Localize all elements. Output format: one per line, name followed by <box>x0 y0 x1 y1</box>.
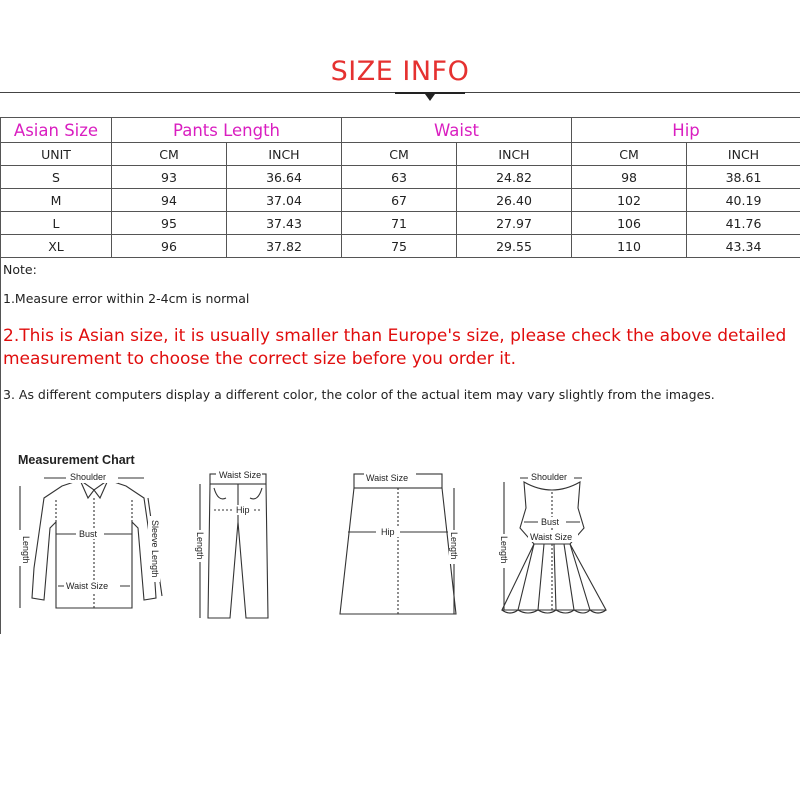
unit-cell: INCH <box>457 143 572 166</box>
table-row <box>1 189 800 212</box>
skirt-waist-label: Waist Size <box>366 473 409 483</box>
table-cell: 43.34 <box>687 235 800 258</box>
unit-cell: CM <box>112 143 227 166</box>
shirt-sleeve-label: Sleeve Length <box>150 520 160 578</box>
dress-bust-label: Bust <box>541 517 560 527</box>
table-cell: 75 <box>342 235 457 258</box>
note-heading: Note: <box>3 262 37 277</box>
dress-length-label: Length <box>499 536 509 564</box>
table-cell: 37.43 <box>227 212 342 235</box>
down-arrow-icon <box>425 94 435 101</box>
shirt-bust-label: Bust <box>79 529 98 539</box>
table-cell: 40.19 <box>687 189 800 212</box>
table-cell: 93 <box>112 166 227 189</box>
pants-waist-label: Waist Size <box>219 470 262 480</box>
table-cell: 38.61 <box>687 166 800 189</box>
table-cell: 36.64 <box>227 166 342 189</box>
table-unit-row <box>1 143 800 166</box>
table-cell: 37.04 <box>227 189 342 212</box>
dress-shoulder-label: Shoulder <box>531 472 568 482</box>
skirt-length-label: Length <box>449 532 459 560</box>
table-cell: 95 <box>112 212 227 235</box>
table-cell: 71 <box>342 212 457 235</box>
note-2-warning: 2.This is Asian size, it is usually smaller than Europe's size, please check the above detailed measurement to choose the correct size before you order it. <box>3 326 787 369</box>
unit-cell: CM <box>342 143 457 166</box>
size-cell: M <box>1 189 112 212</box>
page-title: SIZE INFO <box>330 56 470 87</box>
size-cell: L <box>1 212 112 235</box>
table-cell: 37.82 <box>227 235 342 258</box>
size-table <box>0 117 800 258</box>
table-cell: 29.55 <box>457 235 572 258</box>
size-cell: S <box>1 166 112 189</box>
table-cell: 102 <box>572 189 687 212</box>
dress-waist-label: Waist Size <box>530 532 573 542</box>
table-cell: 26.40 <box>457 189 572 212</box>
unit-cell: CM <box>572 143 687 166</box>
table-cell: 106 <box>572 212 687 235</box>
header-asian-size: Asian Size <box>1 118 112 143</box>
dress-diagram-icon <box>494 468 614 624</box>
table-cell: 67 <box>342 189 457 212</box>
measurement-chart-title: Measurement Chart <box>18 453 135 467</box>
unit-cell: UNIT <box>1 143 112 166</box>
size-cell: XL <box>1 235 112 258</box>
table-cell: 41.76 <box>687 212 800 235</box>
table-cell: 24.82 <box>457 166 572 189</box>
header-waist: Waist <box>342 118 572 143</box>
table-cell: 96 <box>112 235 227 258</box>
shirt-diagram-icon <box>14 468 174 620</box>
header-pants-length: Pants Length <box>112 118 342 143</box>
table-row <box>1 166 800 189</box>
skirt-diagram-icon <box>330 468 470 624</box>
table-row <box>1 235 800 258</box>
table-cell: 27.97 <box>457 212 572 235</box>
shirt-length-label: Length <box>21 536 31 564</box>
shirt-shoulder-label: Shoulder <box>70 472 107 482</box>
table-cell: 94 <box>112 189 227 212</box>
table-cell: 110 <box>572 235 687 258</box>
table-row <box>1 212 800 235</box>
skirt-hip-label: Hip <box>381 527 395 537</box>
header-hip: Hip <box>572 118 800 143</box>
pants-diagram-icon <box>188 468 288 624</box>
table-cell: 98 <box>572 166 687 189</box>
pants-hip-label: Hip <box>236 505 250 515</box>
left-border-line <box>0 258 1 634</box>
shirt-waist-label: Waist Size <box>66 581 109 591</box>
table-group-header-row <box>1 118 800 143</box>
unit-cell: INCH <box>687 143 800 166</box>
note-1: 1.Measure error within 2-4cm is normal <box>3 291 250 306</box>
unit-cell: INCH <box>227 143 342 166</box>
table-cell: 63 <box>342 166 457 189</box>
note-3: 3. As different computers display a different color, the color of the actual item may vary slightly from the images. <box>3 387 715 402</box>
pants-length-label: Length <box>195 532 205 560</box>
